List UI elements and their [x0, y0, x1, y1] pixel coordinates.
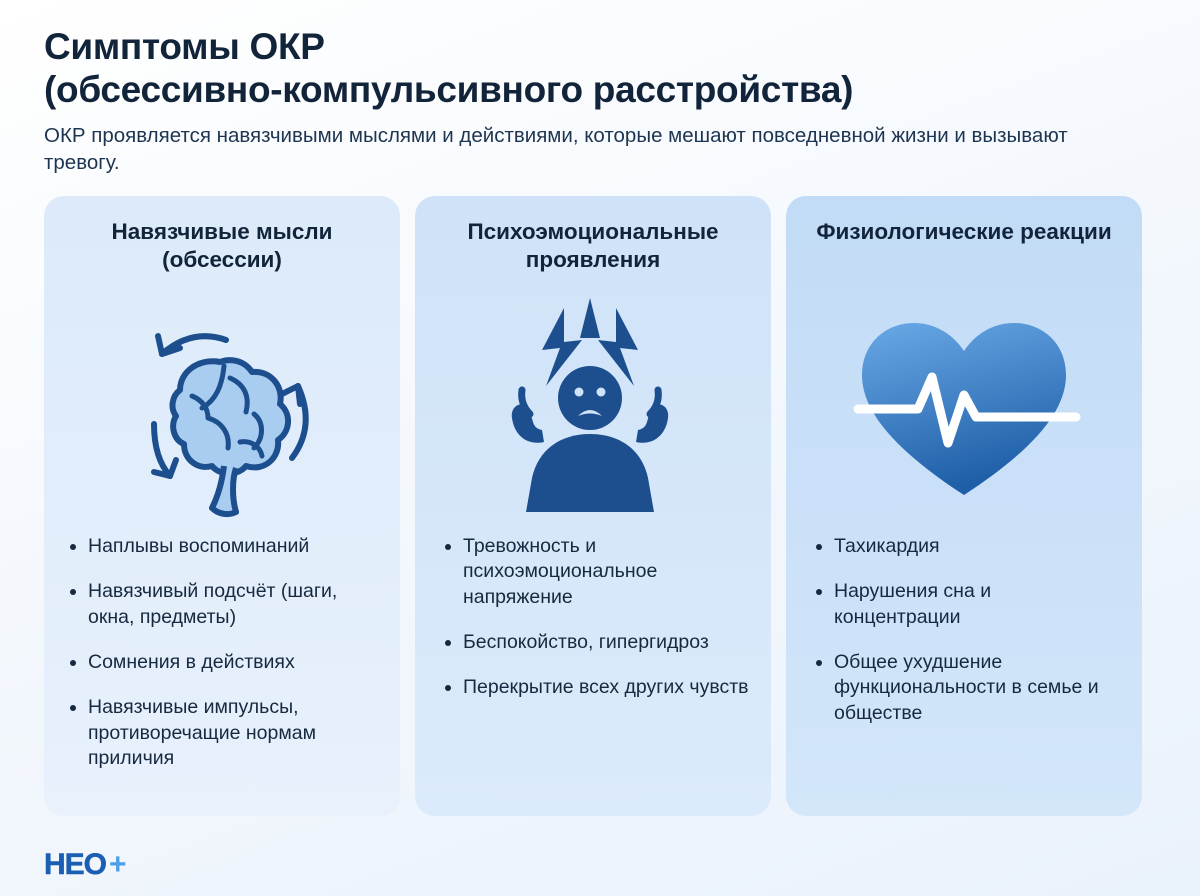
- card-obsessive-thoughts: [44, 196, 400, 816]
- list-item: Перекрытие всех других чувств: [443, 675, 751, 700]
- list-item: Беспокойство, гипергидроз: [443, 630, 751, 655]
- logo-text: НЕО: [44, 848, 107, 881]
- list-item: Наплывы воспоминаний: [68, 534, 380, 559]
- symptom-list: [64, 534, 380, 791]
- page-title-line-2: (обсессивно-компульсивного расстройства): [44, 68, 854, 110]
- card-title: Психоэмоциональные проявления: [467, 218, 719, 273]
- list-item: Тревожность и психоэмоциональное напряжение: [443, 534, 751, 610]
- brain-icon: [64, 284, 380, 534]
- list-item: Навязчивый подсчёт (шаги, окна, предметы): [68, 579, 380, 630]
- list-item: Тахикардия: [814, 534, 1122, 559]
- card-physiological: [786, 196, 1142, 816]
- symptom-list: [806, 534, 1122, 746]
- list-item: Общее ухудшение функциональности в семье и обществе: [814, 650, 1122, 726]
- list-item: Сомнения в действиях: [68, 650, 380, 675]
- card-title: Физиологические реакции: [816, 218, 1112, 244]
- page-title: [44, 26, 1154, 112]
- page-title-line-1: Симптомы ОКР: [44, 26, 325, 67]
- symptom-list: [435, 534, 751, 721]
- list-item: Навязчивые импульсы, противоречащие нормам приличия: [68, 695, 380, 771]
- card-title: Навязчивые мысли (обсессии): [111, 218, 333, 273]
- logo-plus-icon: +: [109, 848, 127, 881]
- brand-logo: [44, 848, 127, 882]
- stressed-person-icon: [435, 284, 751, 534]
- heart-pulse-icon: [806, 284, 1122, 534]
- card-psychoemotional: [415, 196, 771, 816]
- list-item: Нарушения сна и концентрации: [814, 579, 1122, 630]
- symptom-cards: [44, 196, 1156, 816]
- page-subtitle: ОКР проявляется навязчивыми мыслями и действиями, которые мешают повседневной жизни и вызывают тревогу.: [44, 123, 1068, 174]
